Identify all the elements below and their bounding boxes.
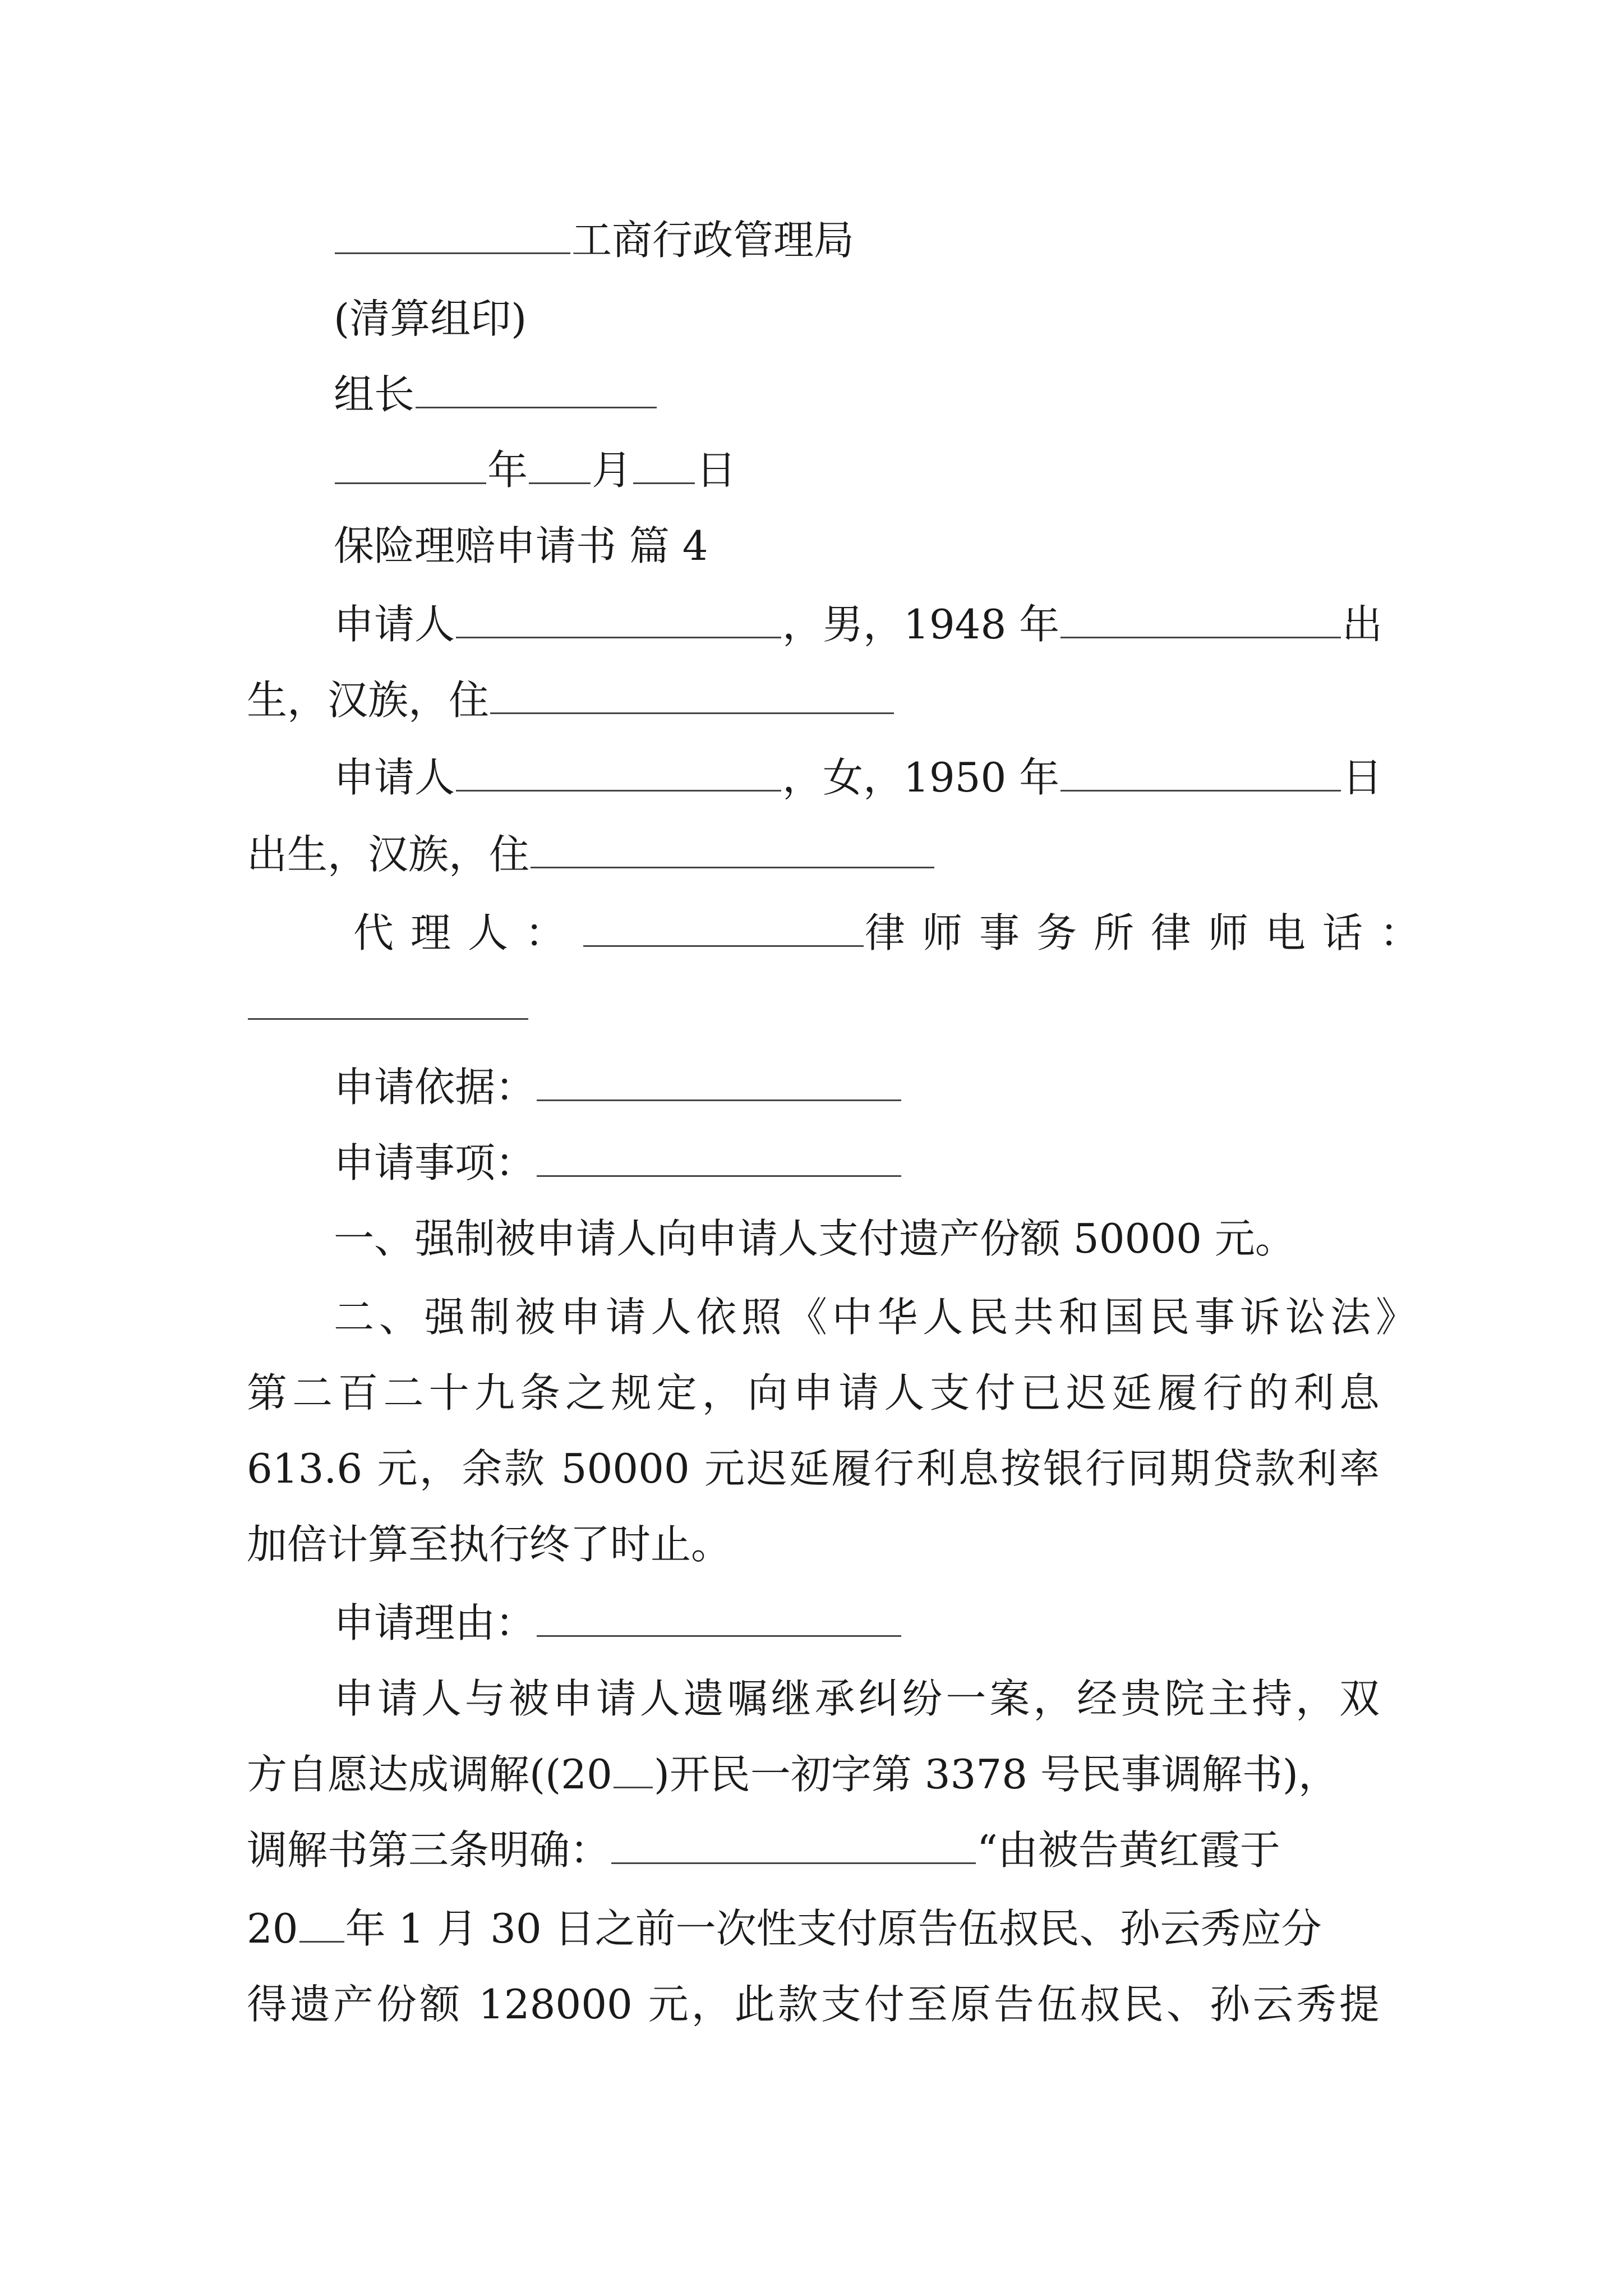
text: 代理人： <box>353 909 583 956</box>
text: 613.6 元，余款 50000 元迟延履行利息按银行同期贷款利率 <box>247 1445 1380 1492</box>
text: 申请人与被申请人遗嘱继承纠纷一案，经贵院主持，双 <box>334 1675 1380 1722</box>
section-heading <box>334 519 708 573</box>
blank-field[interactable] <box>248 983 528 1020</box>
text: 组长 <box>334 371 415 418</box>
paragraph-line <box>334 1672 1380 1726</box>
text: 工商行政管理局 <box>571 217 855 264</box>
paragraph-line <box>334 1212 1295 1266</box>
paragraph-line <box>247 1517 731 1571</box>
applicant-2-address-line <box>247 827 935 881</box>
blank-field[interactable] <box>335 218 570 254</box>
blank-field[interactable] <box>611 1828 976 1864</box>
text: 日 <box>696 447 737 494</box>
applicant-2-line <box>334 751 1382 804</box>
blank-field[interactable] <box>1061 755 1341 792</box>
seal-line <box>334 292 527 346</box>
matters-line <box>334 1136 902 1190</box>
blank-field[interactable] <box>537 1065 901 1101</box>
blank-field[interactable] <box>614 1752 653 1788</box>
blank-field[interactable] <box>456 755 781 792</box>
text: 方自愿达成调解((20 <box>247 1751 612 1798</box>
blank-field[interactable] <box>537 1600 901 1637</box>
text: 二、强制被申请人依照《中华人民共和国民事诉讼法》 <box>334 1294 1416 1341</box>
blank-field[interactable] <box>1061 602 1341 638</box>
text: “由被告黄红霞于 <box>977 1826 1280 1874</box>
text: 申请事项： <box>334 1139 536 1186</box>
paragraph-line <box>247 1823 1280 1877</box>
paragraph-line <box>247 1977 1380 2031</box>
text: 出 <box>1342 601 1383 648</box>
text: 加倍计算至执行终了时止。 <box>247 1521 732 1568</box>
text: 得遗产份额 128000 元，此款支付至原告伍叔民、孙云秀提 <box>247 1981 1380 2028</box>
paragraph-line <box>247 1366 1380 1420</box>
text: )开民一初字第 3378 号民事调解书)， <box>653 1751 1339 1798</box>
authority-line <box>334 213 854 267</box>
text: 日 <box>1342 754 1383 801</box>
text: 申请人 <box>334 601 455 648</box>
phone-blank-line <box>247 979 529 1033</box>
text: 律师事务所律师电话： <box>865 909 1437 956</box>
text: 生，汉族，住 <box>247 677 490 724</box>
basis-line <box>334 1060 902 1114</box>
paragraph-line <box>247 1442 1380 1496</box>
text: 20 <box>247 1905 298 1952</box>
text: (清算组印) <box>334 295 527 342</box>
applicant-1-line <box>334 597 1382 651</box>
leader-line <box>334 367 658 421</box>
text: 申请人 <box>334 754 455 801</box>
blank-field[interactable] <box>537 1140 901 1177</box>
paragraph-line <box>247 1902 1322 1955</box>
text: 保险理赔申请书 篇 4 <box>334 522 708 569</box>
text: 申请理由： <box>334 1599 536 1646</box>
text: 第二百二十九条之规定，向申请人支付已迟延履行的利息 <box>247 1369 1380 1416</box>
paragraph-line <box>247 1747 1339 1801</box>
date-line <box>334 443 736 497</box>
blank-field[interactable] <box>416 372 657 408</box>
blank-field[interactable] <box>531 832 934 868</box>
text: 调解书第三条明确： <box>247 1826 611 1874</box>
text: 申请依据： <box>334 1064 536 1111</box>
paragraph-line <box>334 1290 1416 1344</box>
agent-line <box>353 906 1437 960</box>
text: 月 <box>592 447 633 494</box>
blank-field[interactable] <box>583 910 864 947</box>
applicant-1-address-line <box>247 673 895 727</box>
blank-field[interactable] <box>299 1906 344 1943</box>
text: 年 1 月 30 日之前一次性支付原告伍叔民、孙云秀应分 <box>345 1905 1322 1952</box>
blank-field[interactable] <box>456 602 781 638</box>
text: ，女，1950 年 <box>782 754 1060 801</box>
reason-line <box>334 1596 902 1650</box>
text: 出生，汉族，住 <box>247 831 530 878</box>
blank-field[interactable] <box>490 678 894 714</box>
text: 一、强制被申请人向申请人支付遗产份额 50000 元。 <box>334 1215 1295 1262</box>
blank-field[interactable] <box>335 448 486 484</box>
blank-field[interactable] <box>633 448 695 484</box>
blank-field[interactable] <box>529 448 591 484</box>
text: ，男，1948 年 <box>782 601 1060 648</box>
text: 年 <box>487 447 528 494</box>
